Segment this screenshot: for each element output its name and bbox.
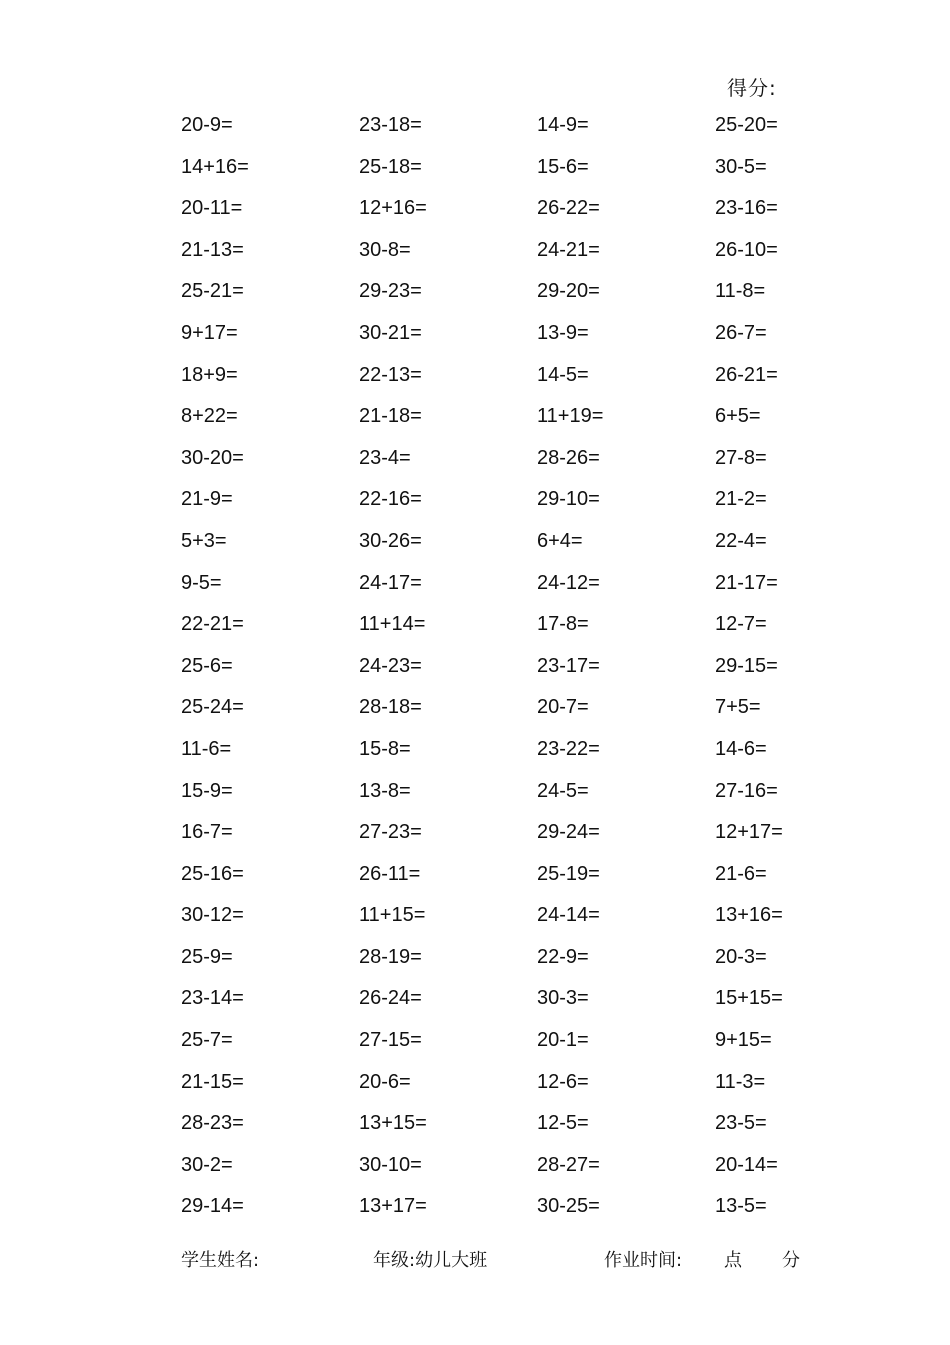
math-problem: 23-5=	[715, 1112, 767, 1135]
math-problem: 12+17=	[715, 821, 783, 844]
problem-row	[181, 113, 841, 155]
math-problem: 24-5=	[537, 779, 589, 802]
math-problem: 30-21=	[359, 321, 422, 344]
problem-row	[181, 862, 841, 904]
math-problem: 23-22=	[537, 737, 600, 760]
math-problem: 25-21=	[181, 280, 244, 303]
math-problem: 11-6=	[181, 737, 232, 760]
problem-row	[181, 279, 841, 321]
math-problem: 26-22=	[537, 197, 600, 220]
math-problem: 26-21=	[715, 363, 778, 386]
math-problem: 23-18=	[359, 114, 422, 136]
math-problem: 11-8=	[715, 280, 766, 303]
math-problem: 11+19=	[537, 405, 604, 428]
math-problem: 24-21=	[537, 238, 600, 261]
math-problem: 25-7=	[181, 1029, 233, 1052]
math-problem: 8+22=	[181, 405, 238, 428]
math-problem: 25-19=	[537, 862, 600, 885]
math-problem: 30-2=	[181, 1153, 233, 1176]
problem-row	[181, 903, 841, 945]
math-problem: 25-24=	[181, 696, 244, 719]
math-problem: 16-7=	[181, 821, 233, 844]
math-problem: 6+4=	[537, 529, 583, 552]
math-problem: 27-16=	[715, 779, 778, 802]
math-problem: 20-6=	[359, 1070, 411, 1093]
math-problem: 15-9=	[181, 779, 233, 802]
math-problem: 14-6=	[715, 737, 767, 760]
math-problem: 18+9=	[181, 363, 238, 386]
problem-row	[181, 363, 841, 405]
math-problem: 25-16=	[181, 862, 244, 885]
math-problem: 30-20=	[181, 446, 244, 469]
math-problem: 23-14=	[181, 987, 244, 1010]
math-problem: 24-23=	[359, 654, 422, 677]
math-problem: 21-13=	[181, 238, 244, 261]
math-problem: 27-8=	[715, 446, 767, 469]
problem-row	[181, 612, 841, 654]
math-problem: 9+17=	[181, 321, 238, 344]
math-problem: 20-7=	[537, 696, 589, 719]
math-problem: 5+3=	[181, 529, 227, 552]
minute-label: 分	[782, 1250, 800, 1271]
math-problem: 26-7=	[715, 321, 767, 344]
homework-time-label: 作业时间:	[604, 1250, 683, 1271]
math-problem: 23-4=	[359, 446, 411, 469]
problem-row	[181, 654, 841, 696]
problem-row	[181, 571, 841, 613]
math-problem: 20-11=	[181, 197, 243, 220]
math-problem: 20-1=	[537, 1029, 589, 1052]
math-problem: 26-11=	[359, 862, 421, 885]
problem-grid	[181, 113, 841, 1236]
math-problem: 14-9=	[537, 114, 589, 136]
problem-row	[181, 196, 841, 238]
math-problem: 13-8=	[359, 779, 411, 802]
math-problem: 12-5=	[537, 1112, 589, 1135]
math-problem: 25-9=	[181, 945, 233, 968]
math-problem: 21-15=	[181, 1070, 244, 1093]
math-problem: 11-3=	[715, 1070, 766, 1093]
math-problem: 30-10=	[359, 1153, 422, 1176]
math-problem: 29-15=	[715, 654, 778, 677]
math-problem: 20-9=	[181, 114, 233, 136]
problem-row	[181, 945, 841, 987]
math-problem: 21-2=	[715, 488, 767, 511]
math-problem: 21-17=	[715, 571, 778, 594]
math-problem: 12-6=	[537, 1070, 589, 1093]
math-problem: 29-10=	[537, 488, 600, 511]
math-problem: 29-20=	[537, 280, 600, 303]
problem-row	[181, 737, 841, 779]
math-problem: 23-17=	[537, 654, 600, 677]
problem-row	[181, 446, 841, 488]
problem-row	[181, 986, 841, 1028]
math-problem: 22-4=	[715, 529, 767, 552]
math-problem: 12-7=	[715, 613, 767, 636]
math-problem: 28-19=	[359, 945, 422, 968]
problem-row	[181, 238, 841, 280]
math-problem: 30-8=	[359, 238, 411, 261]
math-problem: 28-23=	[181, 1112, 244, 1135]
math-problem: 30-12=	[181, 904, 244, 927]
math-problem: 11+15=	[359, 904, 426, 927]
problem-row	[181, 487, 841, 529]
problem-row	[181, 1194, 841, 1236]
math-problem: 13+16=	[715, 904, 783, 927]
math-problem: 27-23=	[359, 821, 422, 844]
student-name-label: 学生姓名:	[181, 1250, 260, 1271]
math-problem: 29-23=	[359, 280, 422, 303]
math-problem: 9+15=	[715, 1029, 772, 1052]
math-problem: 13-9=	[537, 321, 589, 344]
math-problem: 29-24=	[537, 821, 600, 844]
problem-row	[181, 779, 841, 821]
math-problem: 21-9=	[181, 488, 233, 511]
problem-row	[181, 1111, 841, 1153]
math-problem: 20-3=	[715, 945, 767, 968]
math-problem: 13+17=	[359, 1195, 427, 1218]
math-problem: 15-6=	[537, 155, 589, 178]
math-problem: 13-5=	[715, 1195, 767, 1218]
math-problem: 29-14=	[181, 1195, 244, 1218]
math-problem: 30-26=	[359, 529, 422, 552]
math-problem: 26-10=	[715, 238, 778, 261]
math-problem: 28-26=	[537, 446, 600, 469]
math-problem: 24-17=	[359, 571, 422, 594]
math-problem: 14-5=	[537, 363, 589, 386]
math-problem: 28-27=	[537, 1153, 600, 1176]
math-problem: 22-9=	[537, 945, 589, 968]
math-problem: 17-8=	[537, 613, 589, 636]
math-problem: 28-18=	[359, 696, 422, 719]
math-problem: 25-20=	[715, 114, 778, 136]
math-problem: 14+16=	[181, 155, 249, 178]
problem-row	[181, 529, 841, 571]
math-problem: 9-5=	[181, 571, 222, 594]
grade-label: 年级:幼儿大班	[373, 1250, 488, 1271]
score-label: 得分:	[727, 76, 777, 100]
math-problem: 12+16=	[359, 197, 427, 220]
math-problem: 6+5=	[715, 405, 761, 428]
problem-row	[181, 1153, 841, 1195]
problem-row	[181, 321, 841, 363]
math-problem: 21-18=	[359, 405, 422, 428]
math-problem: 22-13=	[359, 363, 422, 386]
math-problem: 25-18=	[359, 155, 422, 178]
math-problem: 15-8=	[359, 737, 411, 760]
math-problem: 30-5=	[715, 155, 767, 178]
problem-row	[181, 695, 841, 737]
hour-label: 点	[724, 1250, 742, 1271]
math-problem: 21-6=	[715, 862, 767, 885]
math-problem: 22-21=	[181, 613, 244, 636]
problem-row	[181, 404, 841, 446]
math-problem: 24-12=	[537, 571, 600, 594]
problem-row	[181, 820, 841, 862]
math-problem: 15+15=	[715, 987, 783, 1010]
problem-row	[181, 1028, 841, 1070]
math-problem: 7+5=	[715, 696, 761, 719]
problem-row	[181, 155, 841, 197]
problem-row	[181, 1070, 841, 1112]
math-problem: 13+15=	[359, 1112, 427, 1135]
math-problem: 23-16=	[715, 197, 778, 220]
math-problem: 26-24=	[359, 987, 422, 1010]
math-problem: 27-15=	[359, 1029, 422, 1052]
math-problem: 30-25=	[537, 1195, 600, 1218]
math-problem: 11+14=	[359, 613, 426, 636]
math-problem: 20-14=	[715, 1153, 778, 1176]
math-problem: 30-3=	[537, 987, 589, 1010]
math-problem: 22-16=	[359, 488, 422, 511]
math-problem: 24-14=	[537, 904, 600, 927]
math-problem: 25-6=	[181, 654, 233, 677]
